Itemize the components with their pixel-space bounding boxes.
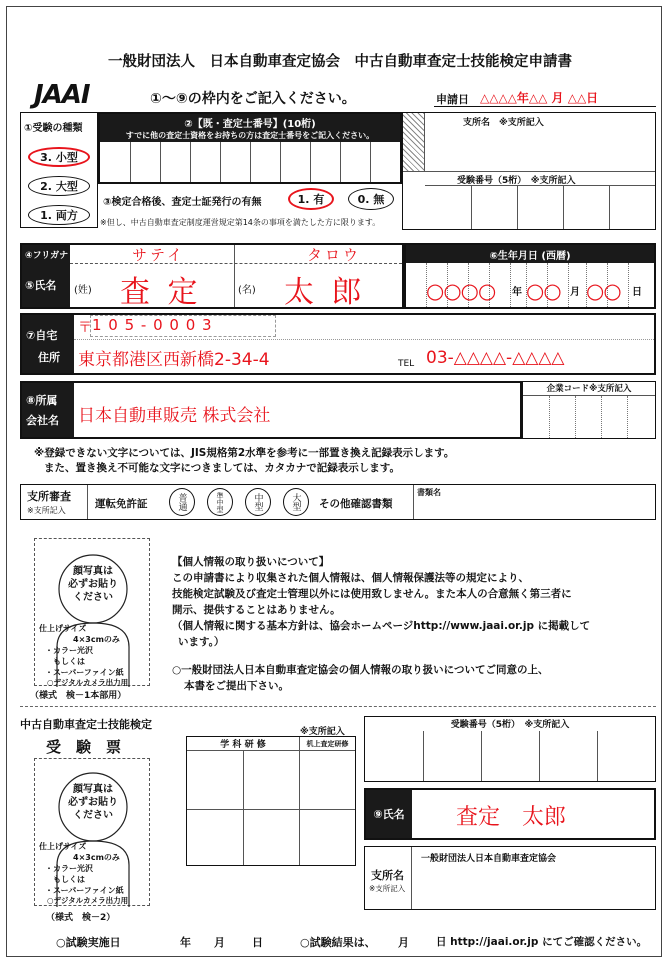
photo-text-1: 顔写真は [73,784,113,795]
sei-hint: (姓) [74,285,92,296]
privacy-p3: 開示、提供することはありません。 [172,604,341,616]
name-sei[interactable]: 査 定 [120,275,202,310]
photo-text-2: 必ずお貼り [68,579,118,590]
company-code-box [522,381,656,439]
spec-4: もしくは [53,657,85,666]
footer-day: 日 [252,936,263,949]
photo-spec-1 [39,623,124,678]
doc-name-label: 書類名 [417,488,441,497]
company-box [20,381,522,439]
review-label: 支所審査 [27,490,71,503]
company-label-2: 会社名 [26,414,59,427]
furigana-mei[interactable]: タロウ [307,246,362,264]
training-col-1: 学 科 研 修 [187,737,299,751]
privacy-title: 【個人情報の取り扱いについて】 [172,556,330,568]
certificate-issue-row [98,184,402,214]
footer-result-month: 月 [398,936,409,949]
address-label [22,315,74,373]
address-label-1: ⑦自宅 [26,329,58,342]
form-code-1: （様式 検－1本部用） [30,691,127,701]
privacy-p4: （個人情報に関する基本方針は、協会ホームページhttp://www.jaai.or.jp に掲載して [172,620,591,632]
photo-instruction-2 [35,783,151,822]
footnote-text: ※但し、中古自動車査定制度運営規定第14条の事項を満たした方に限ります。 [100,218,381,227]
privacy-p5: います。） [178,636,225,648]
review-row [20,484,656,520]
dob-month[interactable]: ○○ [526,279,561,303]
exam-type-box [20,112,98,228]
postal-code[interactable]: 1 0 5 - 0 0 0 3 [92,316,213,334]
license-medium[interactable]: 中型 [245,488,271,516]
ticket-branch-label: 支所名 [371,869,404,882]
tel-label: TEL [398,359,415,369]
name-label: ⑤氏名 [22,263,70,307]
photo-area-1[interactable] [34,538,150,686]
ticket-name-value[interactable]: 査定 太郎 [456,805,567,830]
form-code-2: （様式 検－2） [46,913,116,923]
issue-yes-option[interactable]: 1. 有 [288,188,334,210]
dob-year[interactable]: ○○○○ [426,279,496,303]
ticket-name-label: ⑨氏名 [366,790,412,838]
privacy-p1: この申請書により収集された個人情報は、個人情報保護法等の規定により、 [172,572,529,584]
branch-name-label: 支所名 ※支所記入 [463,118,544,128]
instruction-text: ①～⑨の枠内をご記入ください。 [150,91,356,107]
address-label-2: 住所 [38,351,60,364]
spec-1: 仕上げサイズ [39,842,87,851]
spec-5: ・スーパーファイン紙 [45,668,124,677]
training-h [187,809,355,810]
jaai-logo: JAAI [34,80,90,110]
training-table [186,736,356,866]
note-line-2: また、置き換え不可能な文字につきましては、カタカナで記録表示します。 [44,462,400,474]
date-underline [434,106,656,107]
footer-result-url: 日 http://jaai.or.jp にてご確認ください。 [436,936,648,948]
spec-3: ・カラー光沢 [45,646,93,655]
issue-no-option[interactable]: 0. 無 [348,188,394,210]
photo-text-3: ください [73,810,113,821]
training-v1 [243,751,244,865]
license-semi-medium[interactable]: 準中型 [207,488,233,516]
photo-text-2: 必ずお貼り [68,797,118,808]
spec-3: ・カラー光沢 [45,864,93,873]
spec-1: 仕上げサイズ [39,624,87,633]
ticket-exam-number-label: 受験番号（5桁） ※支所記入 [450,720,570,730]
existing-note: すでに他の査定士資格をお持ちの方は査定士番号をご記入ください。 [125,131,375,140]
photo-text-1: 顔写真は [73,566,113,577]
dob-day-unit: 日 [632,287,642,298]
review-divider [87,485,88,519]
company-code-cells[interactable] [523,396,655,438]
privacy-consent-1: ○一般財団法人日本自動車査定協会の個人情報の取り扱いについてご同意の上、 [172,664,549,676]
exam-type-label: ①受験の種類 [24,123,83,134]
furigana-sei[interactable]: サテイ [132,246,185,264]
spec-5: ・スーパーファイン紙 [45,886,124,895]
branch-divider [403,171,655,172]
photo-text-3: ください [73,592,113,603]
mei-hint: (名) [238,285,256,296]
form-title: 一般財団法人 日本自動車査定協会 中古自動車査定士技能検定申請書 [108,54,572,70]
name-col-divider [234,245,235,307]
address-box [20,313,656,375]
other-docs-label: その他確認書類 [319,498,393,510]
company-code-label: 企業コード※支所記入 [523,382,655,396]
company-label-1: ⑧所属 [26,394,58,407]
photo-area-2[interactable] [34,758,150,906]
name-box [20,243,404,309]
note-line-1: ※登録できない文字については、JIS規格第2水準を参考に一部置き換え記録表示します。 [34,447,455,459]
ticket-title-1: 中古自動車査定士技能検定 [20,718,152,731]
dob-day[interactable]: ○○ [586,279,621,303]
exam-type-small[interactable]: 3. 小型 [28,147,90,167]
ticket-branch-sublabel: ※支所記入 [369,884,406,893]
address-divider [74,339,654,340]
dob-label: ⑥生年月日 (西暦) [406,245,654,263]
cut-line [20,706,656,707]
photo-digital-1: ○デジタルカメラ出力用 [47,678,129,687]
privacy-consent-2: 本書をご提出下さい。 [184,680,289,692]
exam-type-both[interactable]: 1. 両方 [28,205,90,225]
exam-number-label: 受験番号（5桁） ※支所記入 [457,176,576,186]
footer-exam-date-label: ○試験実施日 [56,936,121,949]
license-normal[interactable]: 普通 [169,488,195,516]
date-label: 申請日 [436,93,469,106]
hatch-area [403,113,425,171]
license-label: 運転免許証 [95,498,148,510]
footer-month: 月 [214,936,225,949]
exam-number-cells[interactable] [425,185,655,229]
review-sublabel: ※支所記入 [27,506,66,515]
home-address[interactable]: 東京都港区西新橋2-34-4 [78,350,270,370]
dob-box [404,243,656,309]
ticket-exam-cells[interactable] [365,731,655,781]
ticket-title-2: 受 験 票 [46,738,122,756]
date-value[interactable]: △△△△年△△ 月 △△日 [480,91,599,105]
photo-digital-2: ○デジタルカメラ出力用 [47,896,129,905]
training-col-2: 机上査定研修 [299,737,355,751]
license-large[interactable]: 大型 [283,488,309,516]
training-v2 [299,751,300,865]
photo-spec-2 [39,841,124,896]
photo-instruction-1 [35,565,151,604]
existing-number-box [98,112,402,184]
name-mei[interactable]: 太 郎 [284,275,366,310]
postal-mark: 〒 [78,320,92,336]
ticket-branch-box [364,846,656,910]
exam-type-large[interactable]: 2. 大型 [28,176,90,196]
existing-title: ②【既・査定士番号】(10桁) [184,119,316,130]
footer-result-label: ○試験結果は、 [300,936,376,949]
spec-2: 4×3cmのみ [73,853,120,862]
privacy-section [172,554,590,694]
certificate-issue-label: ③検定合格後、査定士証発行の有無 [103,197,262,208]
privacy-p2: 技能検定試験及び査定士管理以外には使用致しません。また本人の合意無く第三者に [172,588,572,600]
ticket-exam-number-box [364,716,656,782]
spec-4: もしくは [53,875,85,884]
ticket-branch-note: ※支所記入 [300,727,345,737]
dob-month-unit: 月 [570,287,580,298]
footer-year: 年 [180,936,191,949]
company-label [22,383,74,437]
ticket-name-box [364,788,656,840]
ticket-branch-divider [411,847,412,909]
furigana-label: ④フリガナ [22,245,70,263]
doc-divider [413,485,414,519]
spec-2: 4×3cmのみ [73,635,120,644]
company-name[interactable]: 日本自動車販売 株式会社 [78,406,271,426]
existing-number-cells[interactable] [100,142,400,182]
tel-number[interactable]: 03-△△△△-△△△△ [426,348,565,368]
dob-year-unit: 年 [512,287,522,298]
branch-box [402,112,656,230]
ticket-org-name: 一般財団法人日本自動車査定協会 [421,854,557,864]
